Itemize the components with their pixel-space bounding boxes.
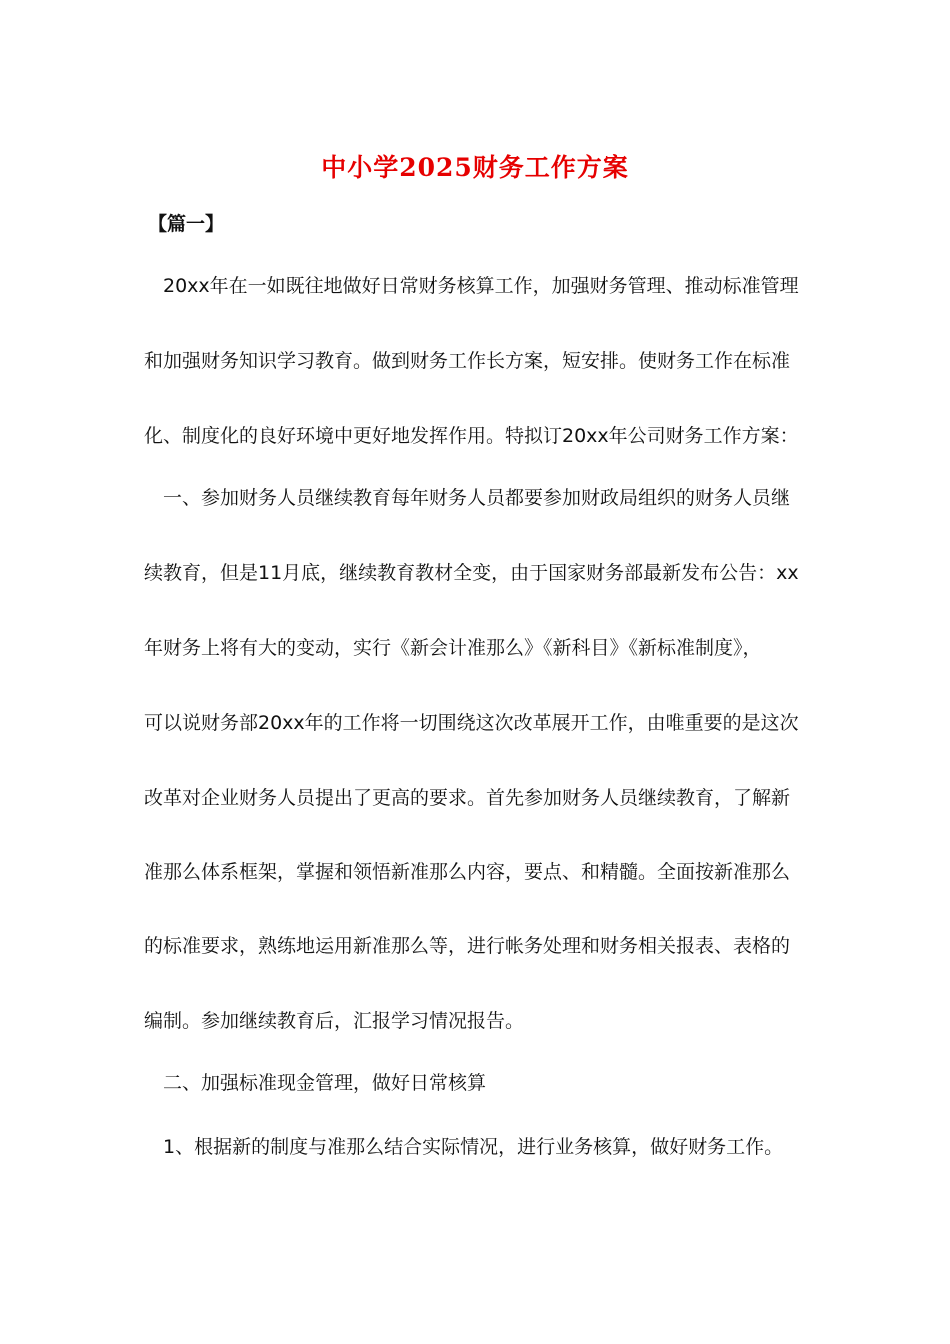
paragraph-line: 的标准要求，熟练地运用新准那么等，进行帐务处理和财务相关报表、表格的 xyxy=(144,935,791,957)
section-heading: 二、加强标准现金管理，做好日常核算 xyxy=(163,1072,487,1094)
paragraph-line: 和加强财务知识学习教育。做到财务工作长方案，短安排。使财务工作在标准 xyxy=(144,350,791,372)
document-title: 中小学2025财务工作方案 xyxy=(321,153,629,182)
paragraph-line: 化、制度化的良好环境中更好地发挥作用。特拟订20xx年公司财务工作方案： xyxy=(144,425,799,447)
paragraph-line: 可以说财务部20xx年的工作将一切围绕这次改革展开工作，由唯重要的是这次 xyxy=(144,712,799,734)
paragraph-line: 编制。参加继续教育后，汇报学习情况报告。 xyxy=(144,1010,525,1032)
paragraph-line: 准那么体系框架，掌握和领悟新准那么内容，要点、和精髓。全面按新准那么 xyxy=(144,861,791,883)
paragraph-line: 一、参加财务人员继续教育每年财务人员都要参加财政局组织的财务人员继 xyxy=(163,487,791,509)
paragraph-line: 1、根据新的制度与准那么结合实际情况，进行业务核算，做好财务工作。 xyxy=(163,1136,784,1158)
paragraph-line: 年财务上将有大的变动，实行《新会计准那么》《新科目》《新标准制度》， xyxy=(144,637,762,659)
section-tag: 【篇一】 xyxy=(148,213,225,235)
paragraph-line: 续教育，但是11月底，继续教育教材全变，由于国家财务部最新发布公告：xx xyxy=(144,562,799,584)
paragraph-line: 20xx年在一如既往地做好日常财务核算工作，加强财务管理、推动标准管理 xyxy=(163,275,799,297)
paragraph-line: 改革对企业财务人员提出了更高的要求。首先参加财务人员继续教育，了解新 xyxy=(144,787,791,809)
